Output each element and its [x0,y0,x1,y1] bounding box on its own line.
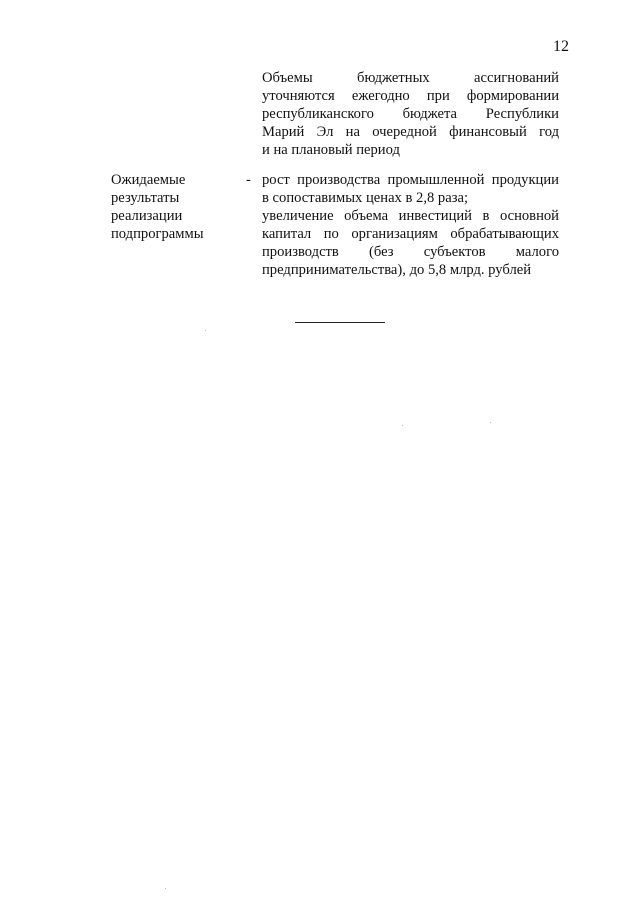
result-2-line-4: предпринимательства), до 5,8 млрд. рублей [262,262,532,278]
section-end-rule [295,322,385,323]
label-line-1: Ожидаемые [111,172,186,188]
label-line-3: реализации [111,208,183,224]
expected-results-text [262,171,559,279]
scan-speck [205,330,206,331]
scan-speck [490,422,491,423]
label-line-4: подпрограммы [111,226,204,242]
budget-line-1: Объемы бюджетных ассигнований [262,70,559,86]
result-1-line-1: рост производства промышленной продукции [262,172,559,188]
budget-allocations-text [262,69,559,159]
result-1-line-2: в сопоставимых ценах в 2,8 раза; [262,190,469,206]
scan-speck [402,425,403,426]
budget-line-4: Марий Эл на очередной финансовый год [262,124,559,140]
result-2-line-3: производств (без субъектов малого [262,244,559,260]
budget-line-3: республиканского бюджета Республики [262,106,559,122]
page-number: 12 [553,38,569,55]
scan-speck [165,888,166,889]
expected-results-label [111,171,236,243]
budget-line-2: уточняются ежегодно при формировании [262,88,559,104]
label-line-2: результаты [111,190,180,206]
result-2-line-2: капитал по организациям обрабатывающих [262,226,559,242]
budget-line-5: и на плановый период [262,142,400,158]
label-dash: - [246,172,251,188]
result-2-line-1: увеличение объема инвестиций в основной [262,208,559,224]
